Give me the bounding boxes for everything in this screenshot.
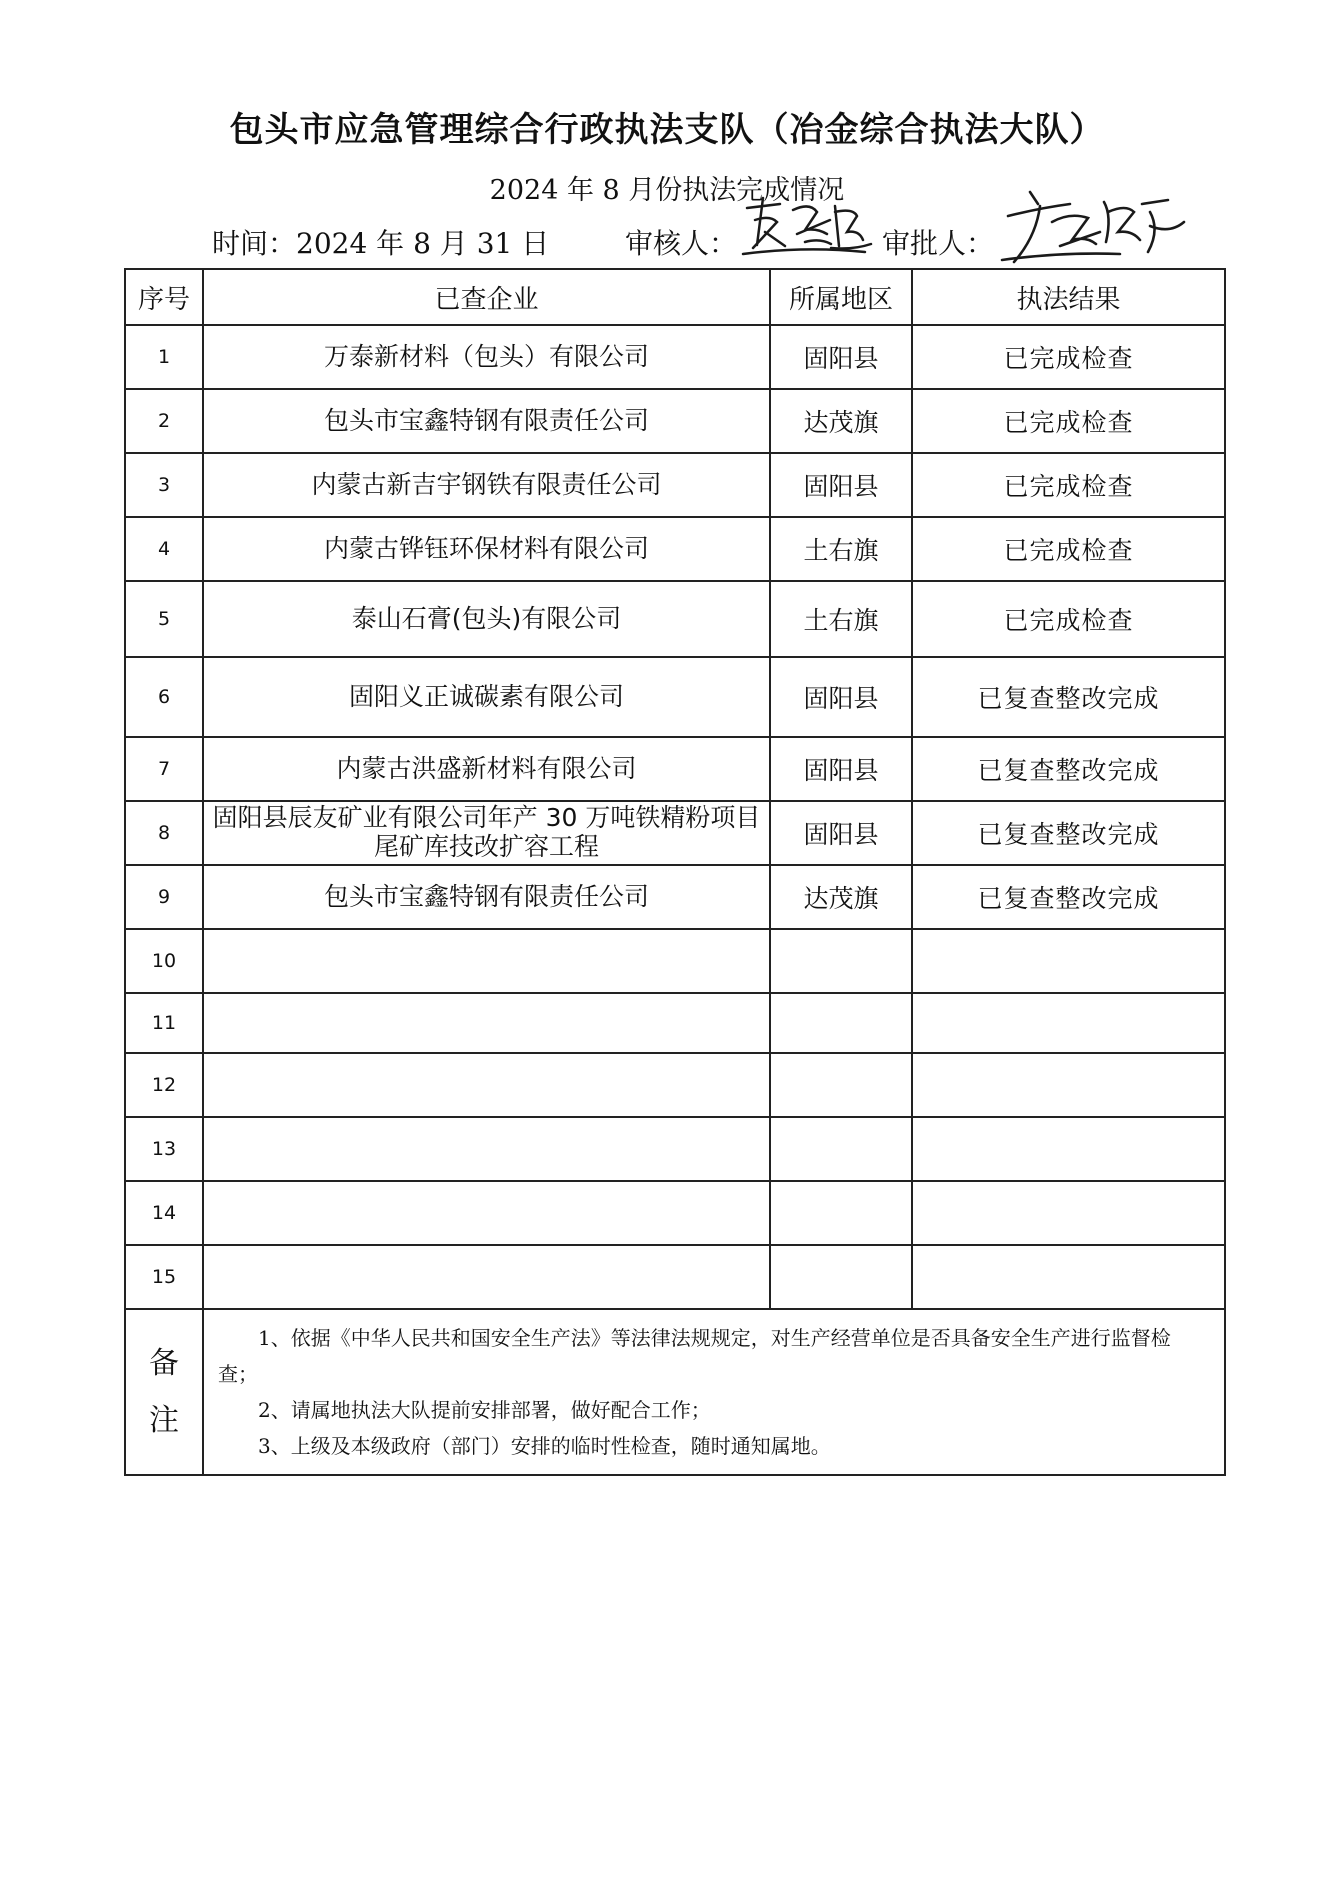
result-cell: 已复查整改完成: [912, 737, 1225, 801]
company-cell: 泰山石膏(包头)有限公司: [203, 581, 770, 657]
row-number: 11: [125, 993, 203, 1053]
result-cell: 已完成检查: [912, 517, 1225, 581]
company-cell: [203, 1181, 770, 1245]
region-cell: 固阳县: [770, 453, 912, 517]
region-cell: [770, 1117, 912, 1181]
result-cell: [912, 1181, 1225, 1245]
reviewer-signature: [735, 190, 875, 265]
row-number: 1: [125, 325, 203, 389]
remark-item: 3、上级及本级政府（部门）安排的临时性检查，随时通知属地。: [258, 1434, 831, 1458]
company-cell: [203, 1117, 770, 1181]
region-cell: 固阳县: [770, 325, 912, 389]
remark-item: 2、请属地执法大队提前安排部署，做好配合工作；: [258, 1398, 711, 1422]
table-row: [125, 517, 1225, 581]
column-header-company: 已查企业: [203, 269, 770, 325]
row-number: 6: [125, 657, 203, 737]
company-cell: [203, 993, 770, 1053]
company-cell: [203, 1053, 770, 1117]
result-cell: 已复查整改完成: [912, 657, 1225, 737]
table-header-row: [125, 269, 1225, 325]
result-cell: [912, 1053, 1225, 1117]
region-cell: [770, 993, 912, 1053]
document-subtitle: 2024 年 8 月份执法完成情况: [489, 175, 845, 206]
table-row: [125, 1053, 1225, 1117]
result-cell: [912, 1117, 1225, 1181]
result-cell: 已复查整改完成: [912, 865, 1225, 929]
company-cell: [203, 929, 770, 993]
region-cell: 固阳县: [770, 801, 912, 865]
result-cell: 已完成检查: [912, 453, 1225, 517]
result-cell: [912, 1245, 1225, 1309]
table-row: [125, 657, 1225, 737]
company-cell: 内蒙古洪盛新材料有限公司: [203, 737, 770, 801]
table-row: [125, 581, 1225, 657]
table-row: [125, 993, 1225, 1053]
row-number: 10: [125, 929, 203, 993]
time-field: [212, 222, 549, 262]
region-cell: 固阳县: [770, 657, 912, 737]
company-cell: 固阳义正诚碳素有限公司: [203, 657, 770, 737]
company-cell: 万泰新材料（包头）有限公司: [203, 325, 770, 389]
time-label: 时间：: [212, 227, 297, 260]
region-cell: 达茂旗: [770, 389, 912, 453]
document-title: 包头市应急管理综合行政执法支队（冶金综合执法大队）: [229, 110, 1105, 150]
region-cell: [770, 1245, 912, 1309]
row-number: 14: [125, 1181, 203, 1245]
region-cell: 达茂旗: [770, 865, 912, 929]
table-row: [125, 1181, 1225, 1245]
result-cell: 已完成检查: [912, 389, 1225, 453]
row-number: 9: [125, 865, 203, 929]
table-row: [125, 453, 1225, 517]
result-cell: 已完成检查: [912, 581, 1225, 657]
row-number: 13: [125, 1117, 203, 1181]
region-cell: [770, 929, 912, 993]
company-cell: 包头市宝鑫特钢有限责任公司: [203, 389, 770, 453]
row-number: 15: [125, 1245, 203, 1309]
region-cell: [770, 1181, 912, 1245]
remarks-label-line-2: 注: [149, 1403, 179, 1438]
time-value: 2024 年 8 月 31 日: [296, 227, 550, 260]
result-cell: 已完成检查: [912, 325, 1225, 389]
row-number: 2: [125, 389, 203, 453]
remark-item: 1、依据《中华人民共和国安全生产法》等法律法规规定，对生产经营单位是否具备安全生产进行监督检查；: [218, 1326, 1171, 1386]
table-row: [125, 865, 1225, 929]
table-row: [125, 1117, 1225, 1181]
row-number: 3: [125, 453, 203, 517]
approver-signature: [1000, 182, 1190, 272]
table-row: [125, 325, 1225, 389]
row-number: 4: [125, 517, 203, 581]
region-cell: 土右旗: [770, 581, 912, 657]
region-cell: 土右旗: [770, 517, 912, 581]
row-number: 12: [125, 1053, 203, 1117]
row-number: 7: [125, 737, 203, 801]
company-cell: 固阳县辰友矿业有限公司年产 30 万吨铁精粉项目尾矿库技改扩容工程: [203, 801, 770, 865]
remarks-row: [125, 1309, 1225, 1475]
enforcement-table: [124, 268, 1226, 1476]
result-cell: 已复查整改完成: [912, 801, 1225, 865]
table-row: [125, 1245, 1225, 1309]
approver-label: 审批人：: [882, 227, 995, 260]
remarks-label-line-1: 备: [149, 1346, 179, 1381]
reviewer-label: 审核人：: [625, 227, 738, 260]
region-cell: 固阳县: [770, 737, 912, 801]
table-row: [125, 801, 1225, 865]
table-row: [125, 737, 1225, 801]
column-header-region: 所属地区: [770, 269, 912, 325]
region-cell: [770, 1053, 912, 1117]
row-number: 5: [125, 581, 203, 657]
company-cell: 内蒙古新吉宇钢铁有限责任公司: [203, 453, 770, 517]
company-cell: [203, 1245, 770, 1309]
table-row: [125, 389, 1225, 453]
result-cell: [912, 929, 1225, 993]
remarks-body: [203, 1309, 1225, 1475]
column-header-result: 执法结果: [912, 269, 1225, 325]
company-cell: 内蒙古铧钰环保材料有限公司: [203, 517, 770, 581]
remarks-label: [125, 1309, 203, 1475]
result-cell: [912, 993, 1225, 1053]
row-number: 8: [125, 801, 203, 865]
table-row: [125, 929, 1225, 993]
company-cell: 包头市宝鑫特钢有限责任公司: [203, 865, 770, 929]
column-header-no: 序号: [125, 269, 203, 325]
